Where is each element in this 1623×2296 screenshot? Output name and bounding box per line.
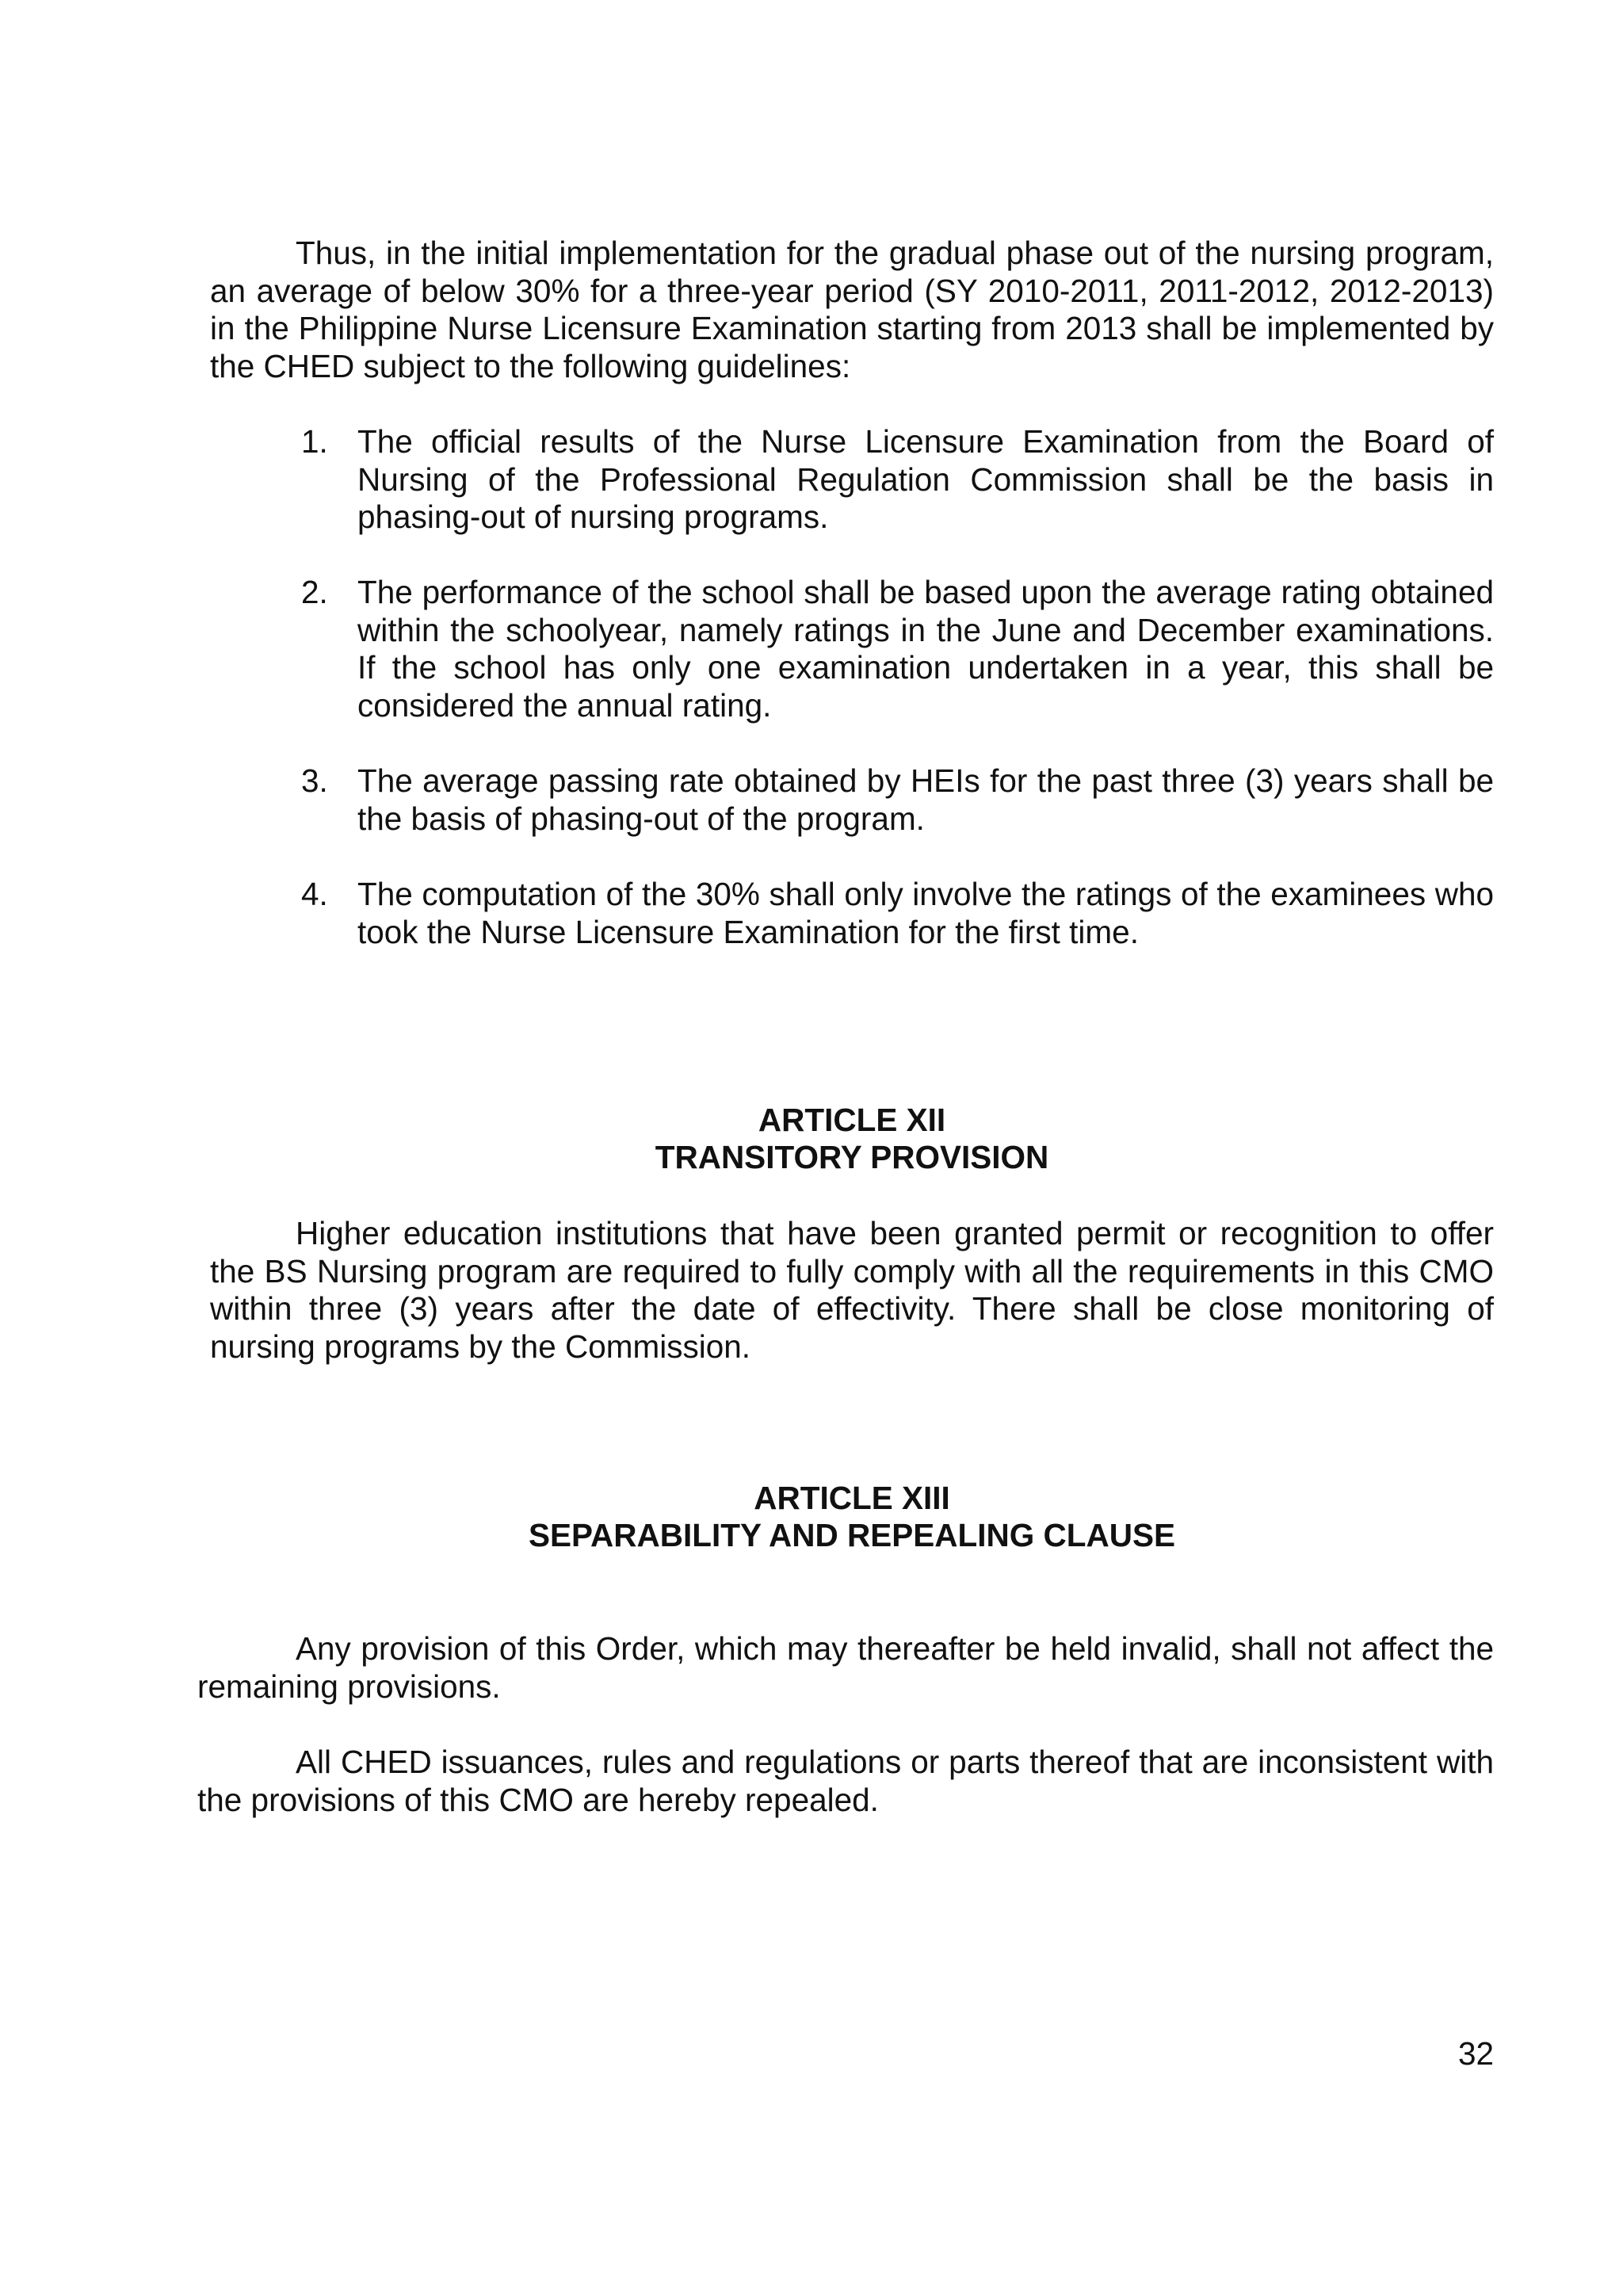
intro-paragraph: Thus, in the initial implementation for the gradual phase out of the nursing program, an average of below 30% for a three-year period (SY 2010-2011, 2011-2012, 2012-2013) in the Philippine Nurse Licensure Examination starting from 2013 shall be implemented by the CHED subject to the following guidelines: [210, 235, 1494, 384]
list-item-text: The computation of the 30% shall only involve the ratings of the examinees who took the Nurse Licensure Examination for the first time. [357, 876, 1494, 950]
article-xiii-paragraph-1: Any provision of this Order, which may thereafter be held invalid, shall not affect the remaining provisions. [197, 1630, 1494, 1705]
list-item-text: The performance of the school shall be based upon the average rating obtained within the schoolyear, namely ratings in the June and December examinations. If the school has only one examination undertaken in a year, this shall be considered the annual rating. [357, 574, 1494, 724]
list-item-number: 2. [301, 574, 328, 610]
list-item-number: 1. [301, 423, 328, 460]
list-item-text: The official results of the Nurse Licensure Examination from the Board of Nursing of the Professional Regulation Commission shall be the basis in phasing-out of nursing programs. [357, 423, 1494, 535]
article-xii-paragraph: Higher education institutions that have been granted permit or recognition to offer the BS Nursing program are required to fully comply with all the requirements in this CMO within three (3) years after the date of effectivity. There shall be close monitoring of nursing programs by the Commission. [210, 1215, 1494, 1365]
article-xiii-number: ARTICLE XIII [754, 1480, 950, 1516]
list-item-number: 3. [301, 762, 328, 799]
article-xiii-paragraph-2: All CHED issuances, rules and regulations or parts thereof that are inconsistent with the provisions of this CMO are hereby repealed. [197, 1744, 1494, 1818]
page-number: 32 [1457, 2035, 1494, 2072]
list-item-text: The average passing rate obtained by HEIs for the past three (3) years shall be the basis of phasing-out of the program. [357, 762, 1494, 837]
article-xii-title: TRANSITORY PROVISION [655, 1139, 1049, 1175]
article-xii-number: ARTICLE XII [758, 1102, 946, 1138]
article-xiii-title: SEPARABILITY AND REPEALING CLAUSE [528, 1517, 1176, 1553]
list-item-number: 4. [301, 876, 328, 912]
